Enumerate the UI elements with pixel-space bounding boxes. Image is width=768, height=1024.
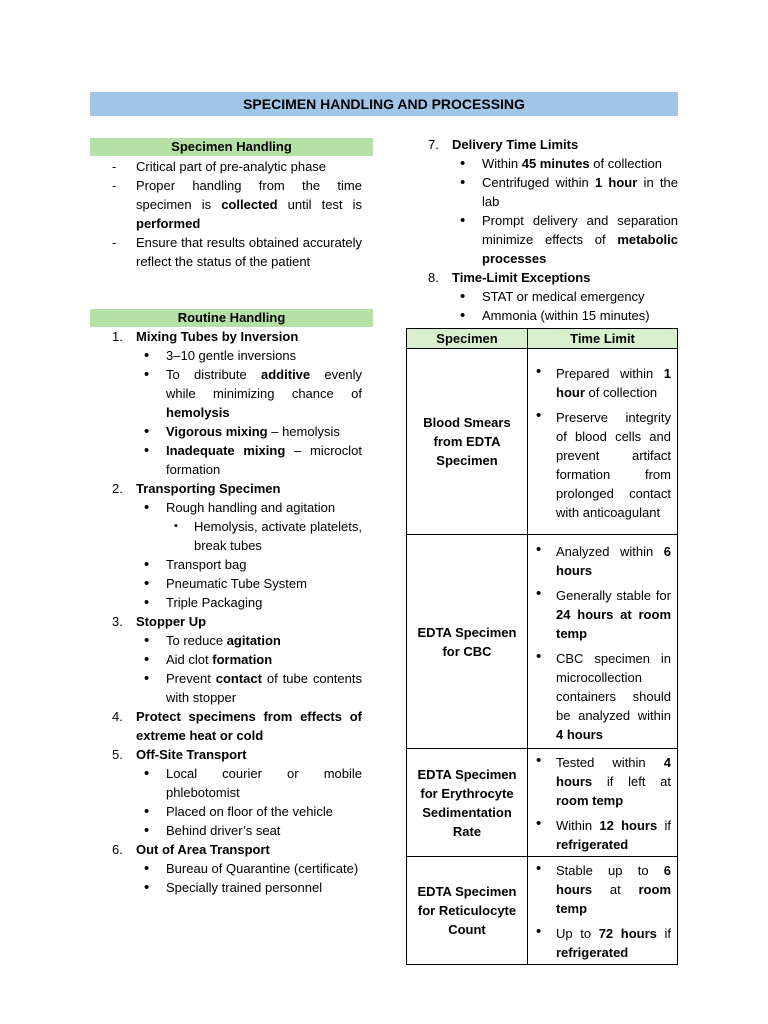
bullet-item: • Ammonia (within 15 minutes) bbox=[406, 306, 678, 325]
specimen-cell: EDTA Specimen for Erythrocyte Sedimentation Rate bbox=[407, 749, 528, 857]
bullet-item: • Aid clot formation bbox=[90, 650, 362, 669]
numbered-heading: 1. Mixing Tubes by Inversion bbox=[112, 329, 299, 344]
table-row bbox=[407, 535, 678, 749]
numbered-heading: 8. Time-Limit Exceptions bbox=[428, 270, 591, 285]
specimen-handling-list bbox=[90, 157, 362, 271]
time-limit-cell bbox=[528, 349, 678, 535]
time-limit-table bbox=[406, 328, 678, 965]
specimen-cell: Blood Smears from EDTA Specimen bbox=[407, 349, 528, 535]
bullet-item: • To distribute additive evenly while minimizing chance of hemolysis bbox=[90, 365, 362, 422]
time-limit-item: • Prepared within 1 hour of collection bbox=[528, 360, 677, 404]
table-row bbox=[407, 349, 678, 535]
bullet-item: • To reduce agitation bbox=[90, 631, 362, 650]
time-limit-cell bbox=[528, 535, 678, 749]
time-limit-cell bbox=[528, 749, 678, 857]
bullet-item: • Inadequate mixing – microclot formation bbox=[90, 441, 362, 479]
table-header-time-limit: Time Limit bbox=[528, 329, 678, 349]
bullet-item: • Vigorous mixing – hemolysis bbox=[90, 422, 362, 441]
bullet-item: • Prevent contact of tube contents with stopper bbox=[90, 669, 362, 707]
bullet-item: • Bureau of Quarantine (certificate) bbox=[90, 859, 362, 878]
time-limit-item: • Generally stable for 24 hours at room temp bbox=[528, 582, 677, 645]
numbered-heading: 6. Out of Area Transport bbox=[112, 842, 270, 857]
time-limit-item: • Preserve integrity of blood cells and prevent artifact formation from prolonged contact with anticoagulant bbox=[528, 404, 677, 524]
bullet-item: • Transport bag bbox=[90, 555, 362, 574]
bullet-item: • Triple Packaging bbox=[90, 593, 362, 612]
routine-handling-list bbox=[90, 327, 362, 897]
numbered-heading: 2. Transporting Specimen bbox=[112, 481, 281, 496]
time-limit-item: • Analyzed within 6 hours bbox=[528, 538, 677, 582]
list-item: - Critical part of pre-analytic phase bbox=[90, 157, 362, 176]
bullet-item: • STAT or medical emergency bbox=[406, 287, 678, 306]
bullet-item: • Local courier or mobile phlebotomist bbox=[90, 764, 362, 802]
numbered-heading: 3. Stopper Up bbox=[112, 614, 207, 629]
table-row bbox=[407, 749, 678, 857]
time-limit-item: • CBC specimen in microcollection containers should be analyzed within 4 hours bbox=[528, 645, 677, 746]
bullet-item: • Rough handling and agitation bbox=[90, 498, 362, 517]
right-column-list bbox=[406, 135, 678, 325]
bullet-item: • 3–10 gentle inversions bbox=[90, 346, 362, 365]
bullet-item: • Prompt delivery and separation minimize effects of metabolic processes bbox=[406, 211, 678, 268]
numbered-heading: 7. Delivery Time Limits bbox=[428, 137, 579, 152]
time-limit-item: • Up to 72 hours if refrigerated bbox=[528, 920, 677, 964]
time-limit-item: • Within 12 hours if refrigerated bbox=[528, 812, 677, 856]
time-limit-item: • Tested within 4 hours if left at room temp bbox=[528, 749, 677, 812]
bullet-item: • Behind driver’s seat bbox=[90, 821, 362, 840]
specimen-cell: EDTA Specimen for CBC bbox=[407, 535, 528, 749]
bullet-item: • Placed on floor of the vehicle bbox=[90, 802, 362, 821]
time-limit-item: • Stable up to 6 hours at room temp bbox=[528, 857, 677, 920]
table-header-specimen: Specimen bbox=[407, 329, 528, 349]
time-limit-cell bbox=[528, 857, 678, 965]
routine-handling-heading: Routine Handling bbox=[90, 309, 373, 327]
sub-bullet-item: ▪ Hemolysis, activate platelets, break tubes bbox=[90, 517, 362, 555]
numbered-heading: 5. Off-Site Transport bbox=[112, 747, 247, 762]
bullet-item: • Centrifuged within 1 hour in the lab bbox=[406, 173, 678, 211]
specimen-cell: EDTA Specimen for Reticulocyte Count bbox=[407, 857, 528, 965]
numbered-heading: 4. Protect specimens from effects of extreme heat or cold bbox=[112, 709, 362, 743]
bullet-item: • Specially trained personnel bbox=[90, 878, 362, 897]
specimen-handling-heading: Specimen Handling bbox=[90, 138, 373, 156]
bullet-item: • Pneumatic Tube System bbox=[90, 574, 362, 593]
table-row bbox=[407, 857, 678, 965]
list-item: - Ensure that results obtained accurately reflect the status of the patient bbox=[90, 233, 362, 271]
list-item: - Proper handling from the time specimen is collected until test is performed bbox=[90, 176, 362, 233]
page-title: SPECIMEN HANDLING AND PROCESSING bbox=[90, 92, 678, 116]
bullet-item: • Within 45 minutes of collection bbox=[406, 154, 678, 173]
